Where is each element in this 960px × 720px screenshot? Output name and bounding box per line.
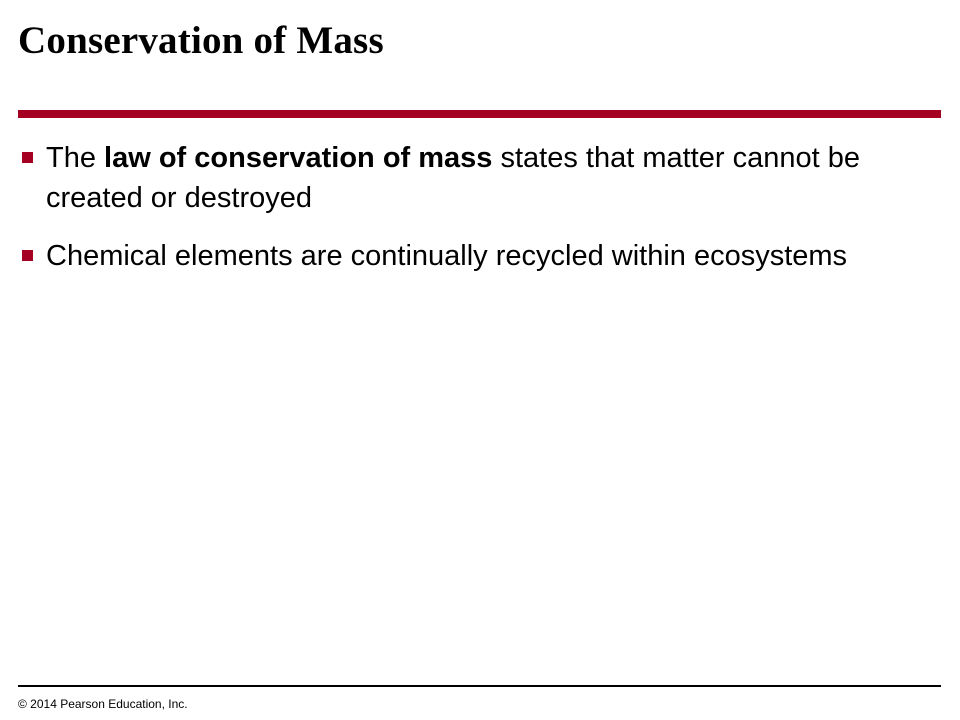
copyright-notice: © 2014 Pearson Education, Inc. — [18, 697, 188, 711]
bullet-text-regular: The — [46, 142, 105, 174]
square-bullet-icon — [22, 250, 33, 261]
bullet-text-bold: law of conservation of mass — [104, 142, 493, 174]
footer-divider — [18, 685, 941, 687]
bullet-item — [0, 138, 900, 218]
bullet-text-regular: states that matter cannot be created or destroyed — [46, 142, 860, 214]
title-divider — [18, 110, 941, 118]
bullet-text — [46, 240, 847, 272]
bullet-item — [0, 236, 900, 276]
bullet-text-regular: Chemical elements are continually recycled within ecosystems — [46, 240, 848, 272]
bullet-list — [0, 138, 900, 294]
square-bullet-icon — [22, 152, 33, 163]
bullet-text — [46, 142, 860, 214]
slide-title: Conservation of Mass — [18, 19, 384, 62]
